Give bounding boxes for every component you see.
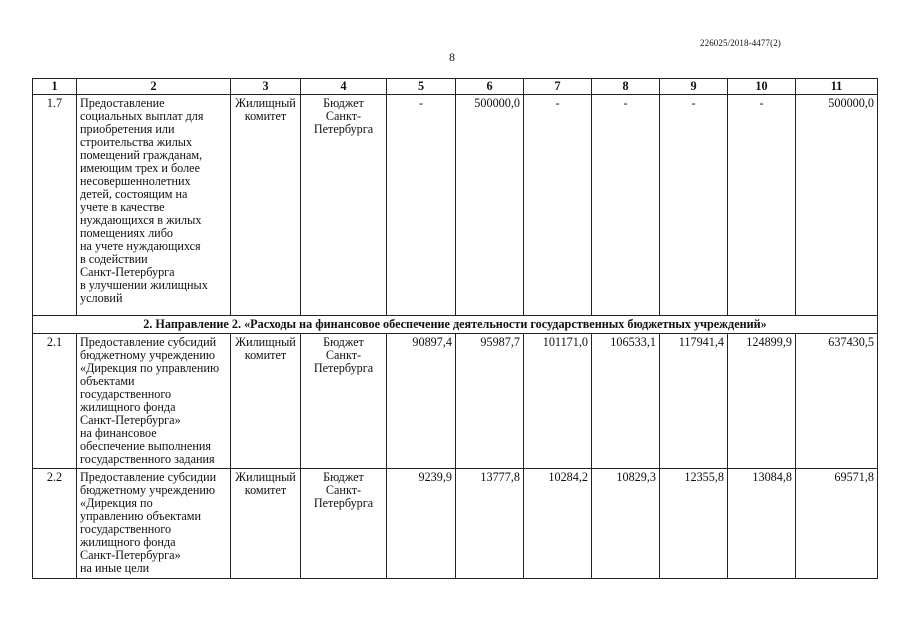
row-value-6: 95987,7 [456, 334, 524, 469]
column-header: 11 [796, 79, 878, 95]
row-value-11: 500000,0 [796, 95, 878, 316]
text-line: в улучшении жилищных [80, 278, 208, 292]
text-line: Жилищный [235, 470, 296, 484]
text-line: «Дирекция по управлению [80, 361, 220, 375]
budget-table [32, 78, 878, 579]
text-line: в содействии [80, 252, 148, 266]
text-line: государственного задания [80, 452, 215, 466]
text-line: Петербурга [313, 361, 374, 375]
text-line: условий [80, 291, 123, 305]
row-value-5: - [387, 95, 456, 316]
text-line: Предоставление субсидии [80, 470, 217, 484]
text-line: на учете нуждающихся [80, 239, 201, 253]
row-description [77, 95, 231, 316]
text-line: комитет [244, 109, 287, 123]
text-line: Предоставление субсидий [80, 335, 217, 349]
text-line: учете в качестве [80, 200, 165, 214]
text-line: Бюджет [323, 470, 364, 484]
text-line: обеспечение выполнения [80, 439, 211, 453]
text-line: Санкт- [325, 483, 362, 497]
row-value-9: 12355,8 [660, 469, 728, 579]
row-value-8: - [592, 95, 660, 316]
row-number: 2.1 [33, 334, 77, 469]
text-line: Бюджет [323, 96, 364, 110]
text-line: строительства жилых [80, 135, 193, 149]
row-funding-source [301, 334, 387, 469]
row-value-7: 10284,2 [524, 469, 592, 579]
text-line: Петербурга [313, 122, 374, 136]
column-header: 4 [301, 79, 387, 95]
row-description [77, 334, 231, 469]
row-executor [231, 95, 301, 316]
column-header: 5 [387, 79, 456, 95]
row-value-7: 101171,0 [524, 334, 592, 469]
row-value-8: 10829,3 [592, 469, 660, 579]
text-line: комитет [244, 483, 287, 497]
table-row [33, 469, 878, 579]
column-header: 9 [660, 79, 728, 95]
text-line: несовершеннолетних [80, 174, 191, 188]
text-line: жилищного фонда [80, 535, 176, 549]
column-header: 1 [33, 79, 77, 95]
row-value-9: - [660, 95, 728, 316]
text-line: бюджетному учреждению [80, 483, 216, 497]
column-header: 6 [456, 79, 524, 95]
text-line: управлению объектами [80, 509, 201, 523]
text-line: имеющим трех и более [80, 161, 200, 175]
column-header: 10 [728, 79, 796, 95]
text-line: Санкт- [325, 348, 362, 362]
text-line: детей, состоящим на [80, 187, 188, 201]
text-line: социальных выплат для [80, 109, 204, 123]
row-value-11: 637430,5 [796, 334, 878, 469]
document-number: 226025/2018-4477(2) [700, 38, 781, 48]
text-line: Санкт-Петербурга» [80, 413, 181, 427]
text-line: «Дирекция по [80, 496, 153, 510]
text-line: помещениях либо [80, 226, 173, 240]
text-line: помещений гражданам, [80, 148, 203, 162]
row-number: 1.7 [33, 95, 77, 316]
row-value-8: 106533,1 [592, 334, 660, 469]
text-line: государственного [80, 387, 172, 401]
row-value-10: 124899,9 [728, 334, 796, 469]
row-value-11: 69571,8 [796, 469, 878, 579]
column-header: 2 [77, 79, 231, 95]
row-value-5: 90897,4 [387, 334, 456, 469]
section-row [33, 316, 878, 334]
header-row [33, 79, 878, 95]
text-line: Жилищный [235, 96, 296, 110]
text-line: жилищного фонда [80, 400, 176, 414]
column-header: 8 [592, 79, 660, 95]
text-line: нуждающихся в жилых [80, 213, 202, 227]
text-line: комитет [244, 348, 287, 362]
row-value-6: 13777,8 [456, 469, 524, 579]
text-line: Петербурга [313, 496, 374, 510]
row-description [77, 469, 231, 579]
page-number: 8 [449, 50, 455, 64]
row-value-6: 500000,0 [456, 95, 524, 316]
row-funding-source [301, 95, 387, 316]
column-header: 3 [231, 79, 301, 95]
row-number: 2.2 [33, 469, 77, 579]
text-line: объектами [80, 374, 135, 388]
row-value-9: 117941,4 [660, 334, 728, 469]
column-header: 7 [524, 79, 592, 95]
text-line: Санкт- [325, 109, 362, 123]
text-line: Санкт-Петербурга [80, 265, 175, 279]
section-title: 2. Направление 2. «Расходы на финансовое обеспечение деятельности государственных бюджетных учреждений» [33, 316, 878, 334]
text-line: Предоставление [80, 96, 165, 110]
table-row [33, 334, 878, 469]
text-line: Бюджет [323, 335, 364, 349]
text-line: Санкт-Петербурга» [80, 548, 181, 562]
text-line: государственного [80, 522, 172, 536]
text-line: на финансовое [80, 426, 157, 440]
row-value-5: 9239,9 [387, 469, 456, 579]
row-executor [231, 334, 301, 469]
row-value-10: - [728, 95, 796, 316]
table-row [33, 95, 878, 316]
row-funding-source [301, 469, 387, 579]
row-executor [231, 469, 301, 579]
text-line: на иные цели [80, 561, 150, 575]
text-line: приобретения или [80, 122, 175, 136]
row-value-7: - [524, 95, 592, 316]
text-line: Жилищный [235, 335, 296, 349]
row-value-10: 13084,8 [728, 469, 796, 579]
text-line: бюджетному учреждению [80, 348, 216, 362]
